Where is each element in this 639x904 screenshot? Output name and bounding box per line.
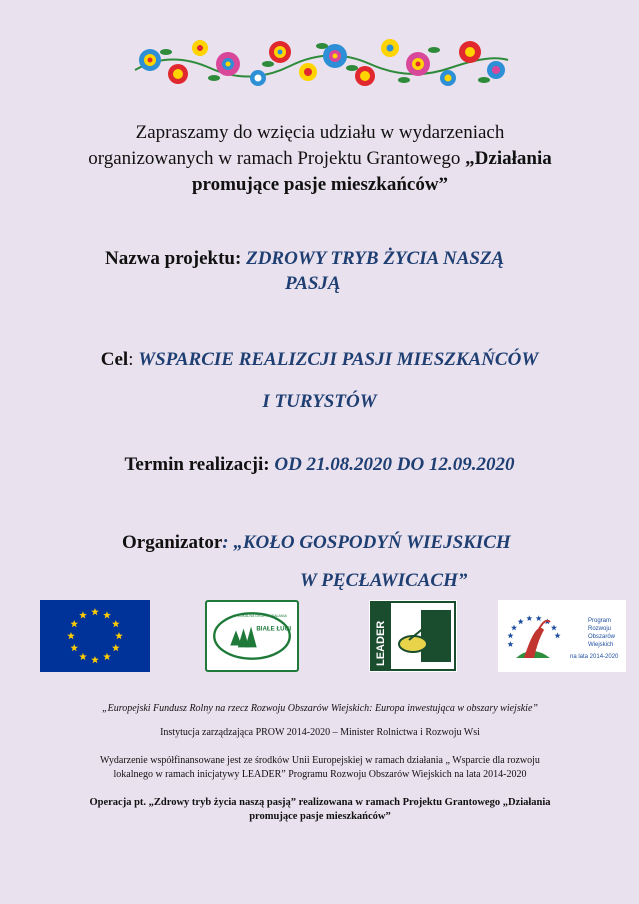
goal-label: Cel [100,349,129,370]
term-block [0,452,639,478]
organizer-block [122,524,602,600]
intro-line-2 [60,146,580,172]
flower-9-icon [355,66,375,86]
term-value: OD 21.08.2020 DO 12.09.2020 [274,454,515,475]
floral-header-decoration [130,30,510,92]
organizer-value-line-2: W PĘCŁAWICACH” [300,570,468,591]
intro-line-3-bold: promujące pasje mieszkańców” [191,174,449,195]
intro-line-1: Zapraszamy do wzięcia udziału w wydarzeniach [135,122,505,143]
footer-cofinancing [40,754,600,782]
prow-star-icon [511,625,517,631]
flower-3-icon [192,40,208,56]
flower-11-icon [406,52,430,76]
prow-star-icon [526,615,532,621]
goal-value-line-1: WSPARCIE REALIZCJI PASJI MIESZKAŃCÓW [138,349,539,370]
footer-managing-authority: Instytucja zarządzająca PROW 2014-2020 – Minister Rolnictwa i Rozwoju Wsi [160,727,480,738]
biale-lugi-name: BIAŁE ŁUGI [256,625,292,633]
biale-lugi-logo [205,600,299,672]
prow-logo [498,600,626,672]
prow-text: Program Rozwoju Obszarów Wiejskich na lata 2014-2020 [570,618,619,660]
flower-1-icon [139,49,161,71]
goal-line-1 [0,339,639,381]
footer-operation [40,796,600,824]
flower-13-icon [459,41,481,63]
prow-star-icon [507,641,513,647]
goal-value-line-2: I TURYSTÓW [262,391,377,412]
organizer-colon: : [222,532,234,553]
goal-colon: : [128,349,139,370]
biale-lugi-arc-text: LOKALNA GRUPA DZIAŁANIA [237,614,287,619]
flower-7-icon [299,63,317,81]
project-value-line-2: PASJĄ [285,273,341,294]
prow-star-icon [555,633,561,639]
flower-10-icon [381,39,399,57]
eu-flag-logo [40,600,150,672]
footer-cofinancing-line-2: lokalnego w ramach inicjatywy LEADER” Programu Rozwoju Obszarów Wiejskich na lata 2014-2020 [113,769,527,780]
prow-star-icon [518,619,524,625]
project-label: Nazwa projektu: [105,248,247,269]
goal-block [0,339,639,423]
flower-14-icon [487,61,505,79]
footer-operation-line-1: Operacja pt. „Zdrowy tryb życia naszą pasją” realizowana w ramach Projektu Grantowego „Działania [89,797,551,808]
intro-line-2-plain: organizowanych w ramach Projektu Grantowego [88,148,466,169]
prow-star-icon [536,615,542,621]
footer-cofinancing-line-1: Wydarzenie współfinansowane jest ze środków Unii Europejskiej w ramach działania „ Wsparcie dla rozwoju [100,755,540,766]
footer-eafrd-slogan: „Europejski Fundusz Rolny na rzecz Rozwoju Obszarów Wiejskich: Europa inwestująca w obszary wiejskie” [102,703,538,714]
prow-star-icon [507,633,513,639]
project-value-line-1: ZDROWY TRYB ŻYCIA NASZĄ [246,248,505,269]
flower-2-icon [168,64,188,84]
term-label: Termin realizacji: [124,454,275,475]
intro-line-3 [60,172,580,198]
footer-operation-line-2: promujące pasje mieszkańców” [249,811,391,822]
organizer-value-line-1: „KOŁO GOSPODYŃ WIEJSKICH [233,532,511,553]
leader-logo [369,600,457,672]
flower-12-icon [440,70,456,86]
leader-text: LEADER [375,620,387,666]
intro-line-2-bold: „Działania [465,148,552,169]
project-name-block [105,246,565,296]
flower-4-icon [216,52,240,76]
flower-5-icon [250,70,266,86]
intro-text [60,120,580,198]
prow-star-icon [551,625,557,631]
flower-6-icon [269,41,291,63]
organizer-label: Organizator [122,532,223,553]
